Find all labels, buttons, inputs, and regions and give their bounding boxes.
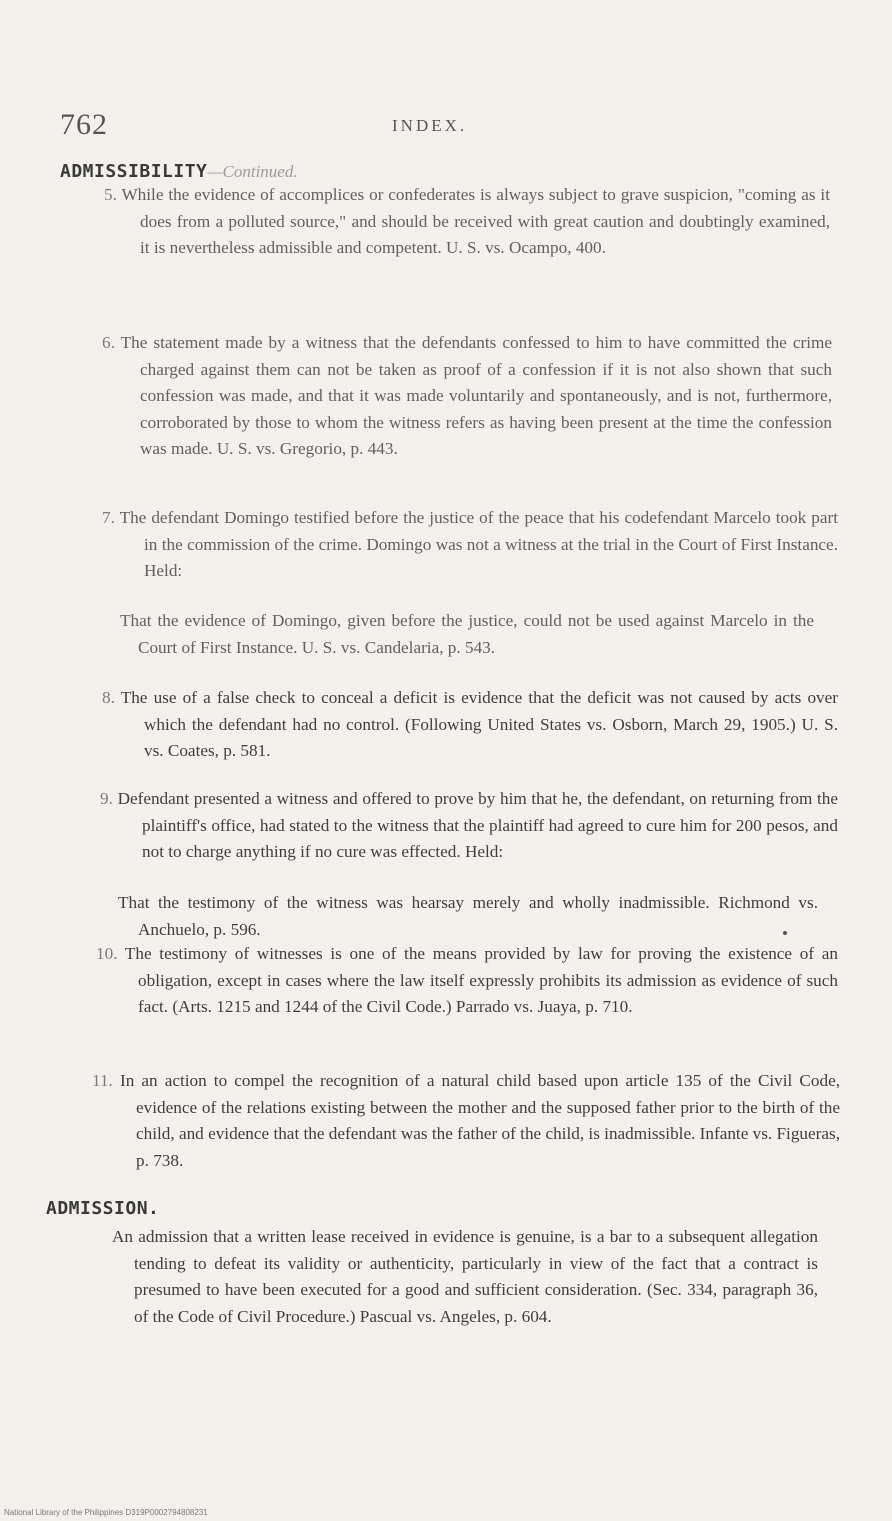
entry-text: The defendant Domingo testified before the justice of the peace that his codefendant Marcelo took part in the commission of the crime. Domingo was not a witness at the trial in the Court of First Instance. Held: [119, 508, 838, 581]
entry-admission [112, 1224, 818, 1330]
running-head: INDEX. [392, 116, 468, 135]
entry-text: The use of a false check to conceal a deficit is evidence that the deficit was not caused by acts over which the defendant had no control. (Following United States vs. Osborn, March 29, 1905.) U. S. vs. Coates, p. 581. [120, 688, 838, 761]
entry-5 [104, 182, 830, 262]
entry-7 [102, 505, 838, 585]
entry-10 [96, 941, 838, 1021]
entry-text: In an action to compel the recognition of a natural child based upon article 135 of the Civil Code, evidence of the relations existing between the mother and the supposed father prior to the birth of the child, and evidence that the defendant was the father of the child, is inadmissible. Infante vs. Figueras, p. 738. [119, 1071, 840, 1170]
entry-8 [102, 685, 838, 765]
entry-number: 8. [102, 688, 115, 707]
entry-number: 9. [100, 789, 113, 808]
entry-11 [92, 1068, 840, 1174]
entry-7-holding [120, 608, 814, 661]
entry-number: 5. [104, 185, 117, 204]
entry-9-holding [118, 890, 818, 943]
section-title-admissibility: ADMISSIBILITY—Continued. [60, 161, 298, 182]
entry-text: The statement made by a witness that the defendants confessed to him to have committed the crime charged against them can not be taken as proof of a confession if it is not also shown that such confession was made, and that it was made voluntarily and spontaneously, and is not, furthermore, corroborated by those to whom the witness refers as having been present at the time the confession was made. U. S. vs. Gregorio, p. 443. [120, 333, 832, 459]
entry-6 [102, 330, 832, 463]
scan-footer: National Library of the Philippines D319P0002794808231 [4, 1508, 208, 1517]
page-number: 762 [60, 108, 108, 141]
entry-text: An admission that a written lease received in evidence is genuine, is a bar to a subsequent allegation tending to defeat its validity or authenticity, particularly in view of the fact that a contract is presumed to have been executed for a good and sufficient consideration. (Sec. 334, paragraph 36, of the Code of Civil Procedure.) Pascual vs. Angeles, p. 604. [112, 1227, 818, 1326]
ink-dot [783, 931, 787, 935]
continued-label: —Continued. [207, 162, 298, 181]
entry-number: 6. [102, 333, 115, 352]
entry-text: While the evidence of accomplices or confederates is always subject to grave suspicion, "coming as it does from a polluted source," and should be received with great caution and doubtingly examined, it is nevertheless admissible and competent. U. S. vs. Ocampo, 400. [121, 185, 830, 258]
holding-text: That the testimony of the witness was hearsay merely and wholly inadmissible. Richmond vs. Anchuelo, p. 596. [118, 893, 818, 939]
holding-text: That the evidence of Domingo, given before the justice, could not be used against Marcelo in the Court of First Instance. U. S. vs. Candelaria, p. 543. [120, 611, 814, 657]
entry-9 [100, 786, 838, 866]
entry-text: Defendant presented a witness and offered to prove by him that he, the defendant, on returning from the plaintiff's office, had stated to the witness that the plaintiff had agreed to cure him for 200 pesos, and not to charge anything if no cure was effected. Held: [117, 789, 838, 862]
entry-number: 10. [96, 944, 118, 963]
section-title-admission: ADMISSION. [46, 1198, 160, 1219]
entry-number: 7. [102, 508, 115, 527]
entry-number: 11. [92, 1071, 113, 1090]
entry-text: The testimony of witnesses is one of the means provided by law for proving the existence of an obligation, except in cases where the law itself expressly prohibits its admission as evidence of such fact. (Arts. 1215 and 1244 of the Civil Code.) Parrado vs. Juaya, p. 710. [124, 944, 838, 1017]
